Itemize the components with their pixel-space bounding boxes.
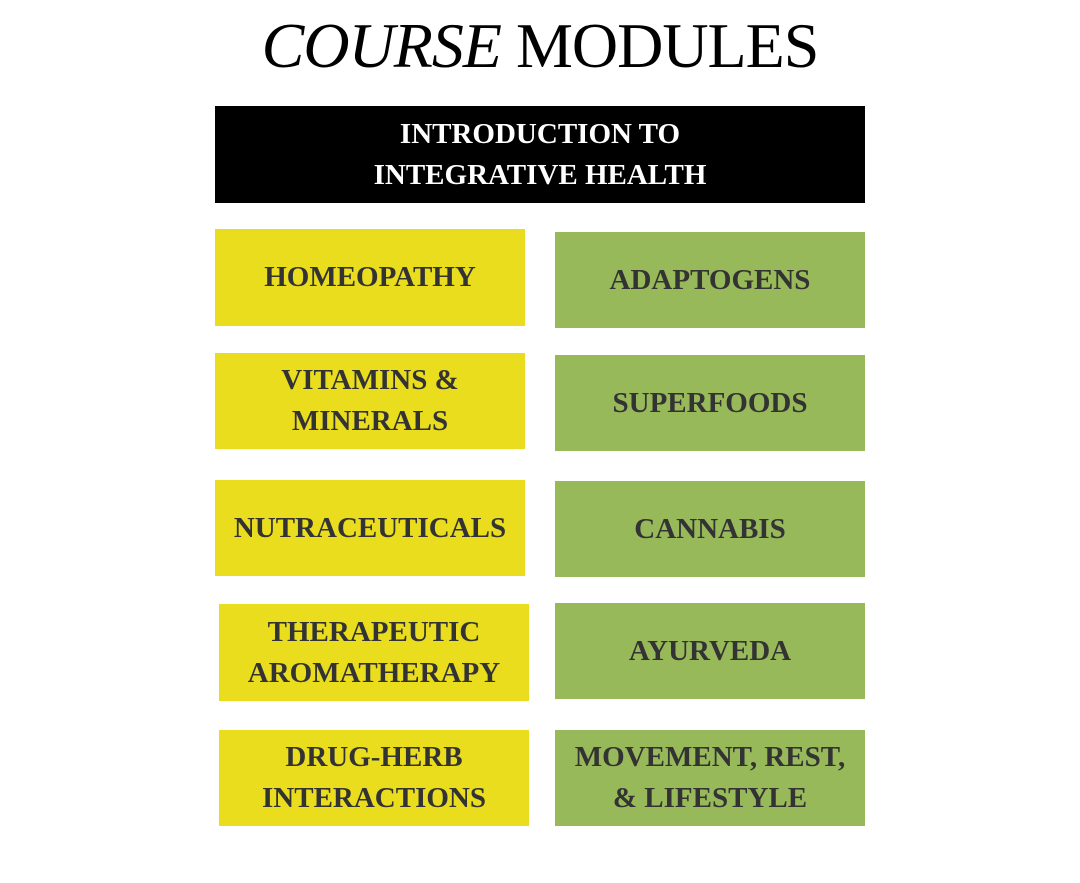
module-vitamins-minerals [215, 353, 525, 449]
module-homeopathy [215, 229, 525, 326]
module-label: NUTRACEUTICALS [233, 511, 507, 544]
module-nutraceuticals [215, 480, 525, 576]
module-cannabis [555, 481, 865, 577]
title-regular-part: MODULES [515, 10, 819, 81]
module-movement-rest-lifestyle [555, 730, 865, 826]
module-ayurveda [555, 603, 865, 699]
module-label: INTRODUCTION TO INTEGRATIVE HEALTH [373, 117, 707, 191]
module-adaptogens [555, 232, 865, 328]
module-label: MOVEMENT, REST, & LIFESTYLE [574, 741, 846, 814]
module-label: AYURVEDA [628, 634, 792, 667]
module-label: VITAMINS & MINERALS [281, 364, 459, 437]
title-italic-part: COURSE [261, 10, 501, 81]
page-title [0, 6, 1080, 86]
module-label: CANNABIS [634, 512, 786, 545]
module-superfoods [555, 355, 865, 451]
module-label: THERAPEUTIC AROMATHERAPY [247, 615, 501, 689]
module-label: SUPERFOODS [612, 386, 808, 419]
module-introduction [215, 106, 865, 203]
module-drug-herb-interactions [219, 730, 529, 826]
module-label: DRUG-HERB INTERACTIONS [262, 741, 486, 814]
module-label: HOMEOPATHY [264, 261, 476, 293]
module-therapeutic-aromatherapy [219, 604, 529, 701]
module-label: ADAPTOGENS [609, 263, 811, 296]
